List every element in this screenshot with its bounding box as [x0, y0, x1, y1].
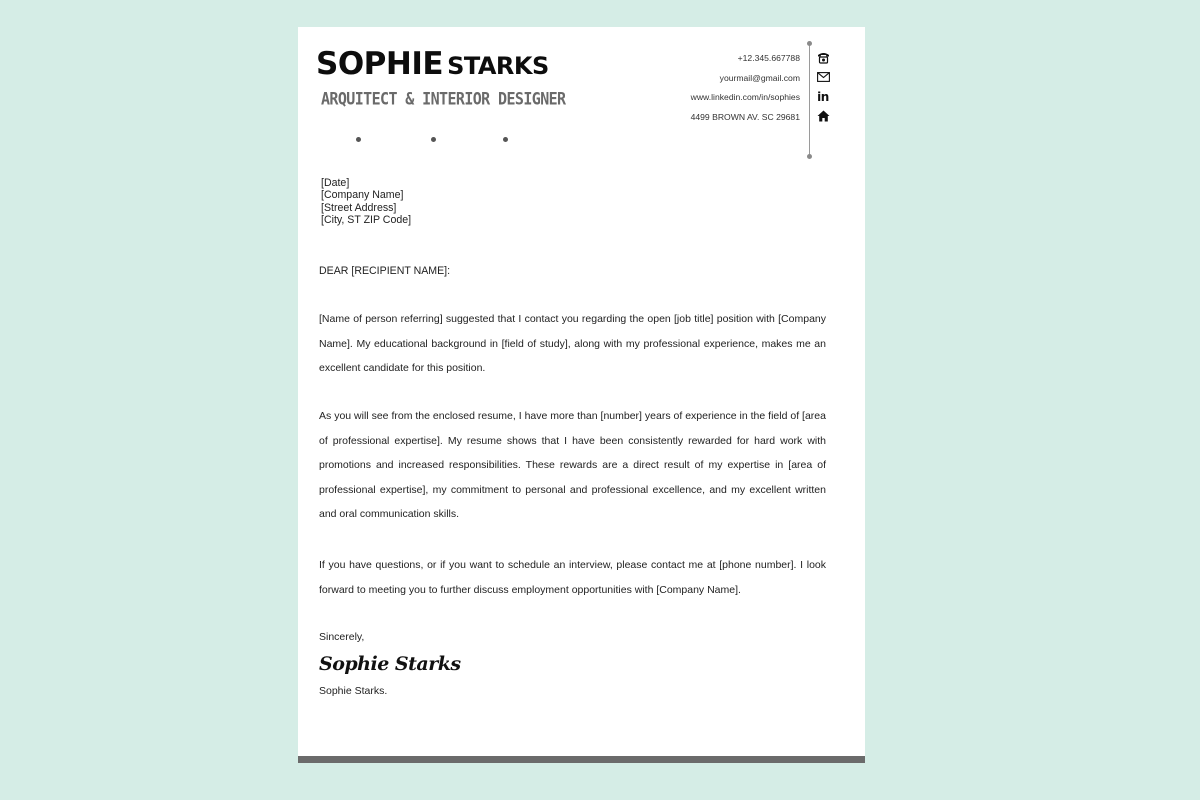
closing: Sincerely,: [319, 631, 365, 643]
signature: Sophie Starks: [319, 653, 461, 675]
body-paragraph: As you will see from the enclosed resume, I have more than [number] years of experience in the field of [area of professional expertise]. My resume shows that I have been consistently rewarded for hard work with promotions and increased responsibilities. These rewards are a direct result of my expertise in [area of professional expertise], my commitment to personal and professional excellence, and my excellent written and oral communication skills.: [319, 410, 826, 520]
first-name: SOPHIE: [316, 46, 444, 82]
dot: [503, 137, 508, 142]
recipient-date: [Date]: [321, 177, 350, 189]
dot: [431, 137, 436, 142]
linkedin-icon: in: [817, 90, 829, 104]
contact-divider: [809, 44, 810, 156]
contact-linkedin: www.linkedin.com/in/sophies: [690, 92, 800, 102]
body-paragraph: If you have questions, or if you want to schedule an interview, please contact me at [phone number]. I look forward to meeting you to further discuss employment opportunities with [Company Name].: [319, 559, 826, 596]
contact-block: [691, 52, 800, 130]
contact-address: 4499 BROWN AV. SC 29681: [690, 111, 800, 122]
divider-dot-bottom: [807, 154, 812, 159]
mail-icon: [816, 70, 830, 84]
recipient-address: [321, 177, 411, 226]
recipient-company: [Company Name]: [321, 189, 404, 202]
contact-phone: +12.345.667788: [737, 53, 800, 63]
applicant-name: [316, 46, 549, 82]
printed-name: Sophie Starks.: [319, 685, 388, 697]
letter-page: [298, 27, 865, 763]
divider-dot-top: [807, 41, 812, 46]
home-icon: [816, 109, 830, 123]
recipient-city: [City, ST ZIP Code]: [321, 213, 412, 226]
recipient-street: [Street Address]: [321, 201, 397, 214]
page-bottom-bar: [298, 756, 865, 763]
dot: [356, 137, 361, 142]
job-title: ARQUITECT & INTERIOR DESIGNER: [321, 89, 566, 109]
last-name: STARKS: [447, 52, 549, 80]
phone-icon: [816, 50, 830, 64]
contact-email: yourmail@gmail.com: [719, 72, 800, 83]
greeting: DEAR [RECIPIENT NAME]:: [319, 265, 451, 277]
body-paragraph: [Name of person referring] suggested that I contact you regarding the open [job title] position with [Company Name]. My educational background in [field of study], along with my professional experience, makes me an excellent candidate for this position.: [319, 313, 826, 374]
